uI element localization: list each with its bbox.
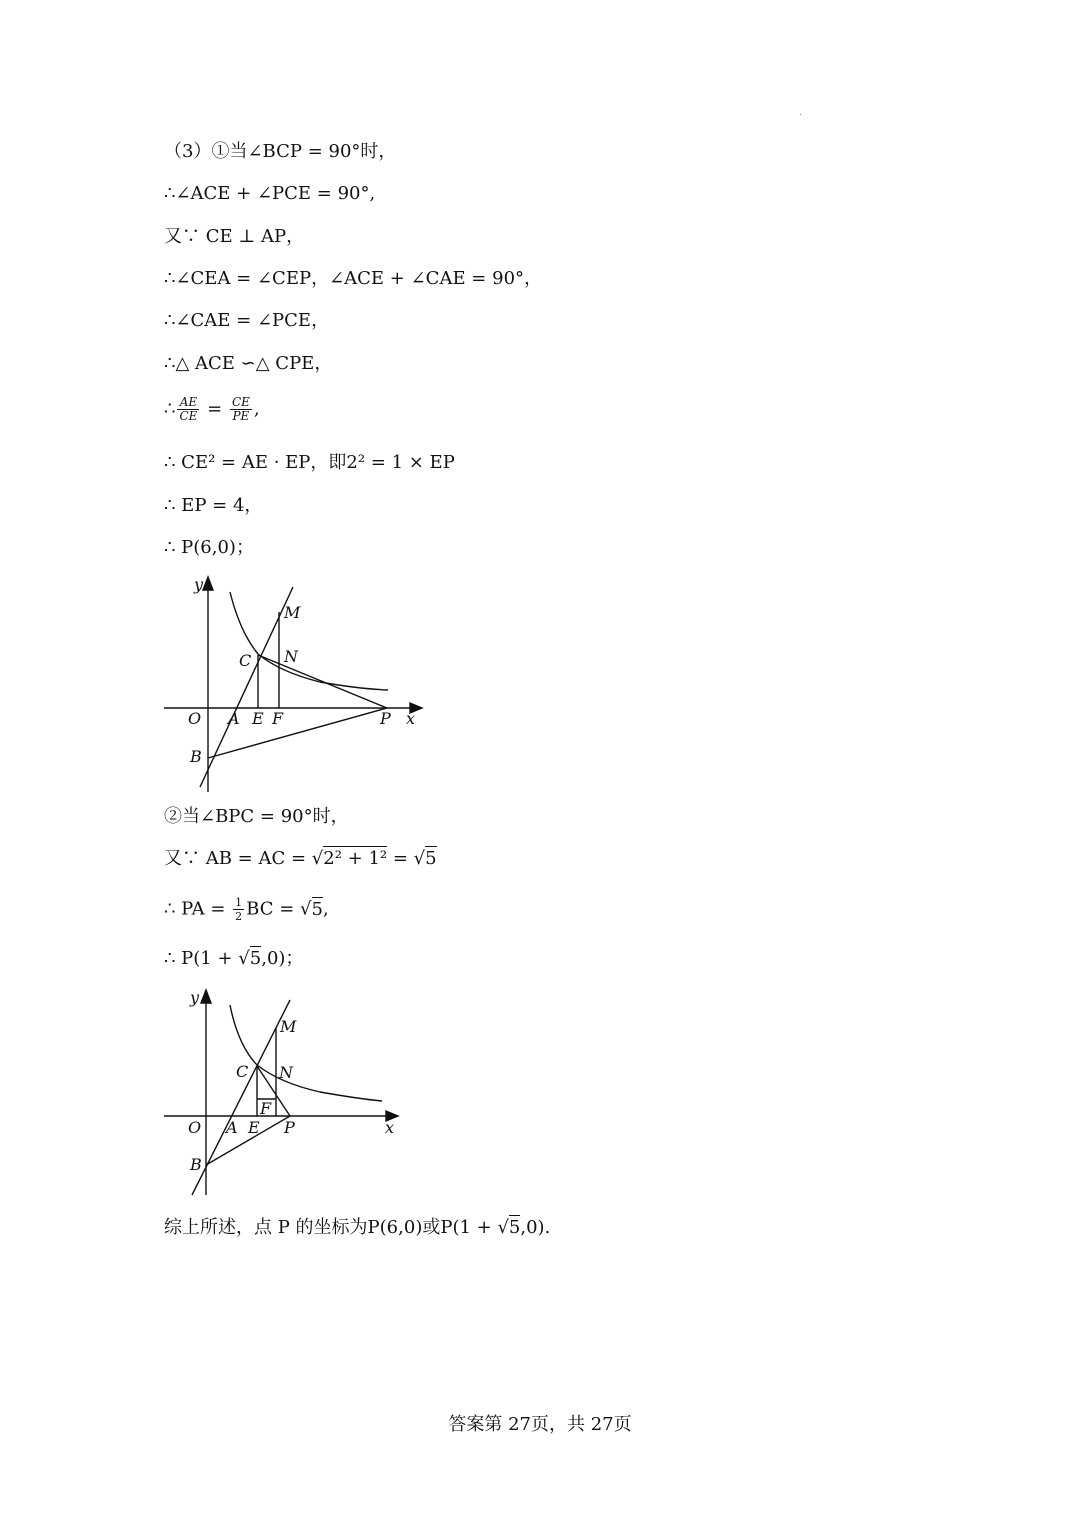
label-a: A [228, 709, 240, 728]
label-e: E [248, 1118, 260, 1137]
line-12-prefix: 又∵ AB = AC = √ [164, 848, 324, 869]
label-x: x [385, 1118, 395, 1137]
equals-sign: = [201, 398, 228, 420]
label-p: P [284, 1118, 295, 1137]
solution-line-3: 又∵ CE ⊥ AP， [164, 226, 305, 247]
fraction-denominator: PE [232, 409, 250, 423]
line-14-suffix: ,0)； [261, 948, 304, 969]
solution-line-10: ∴ P(6,0)； [164, 537, 254, 558]
label-m: M [280, 1017, 297, 1036]
solution-line-13 [164, 896, 329, 923]
label-e: E [252, 709, 264, 728]
solution-line-6: ∴△ ACE ∽△ CPE， [164, 353, 333, 374]
label-c: C [239, 651, 252, 670]
label-b: B [190, 1155, 202, 1174]
figure-1 [160, 572, 430, 801]
line-14-prefix: ∴ P(1 + √ [164, 948, 250, 969]
fraction-numerator: AE [177, 396, 199, 410]
fraction-denominator: 2 [235, 910, 243, 923]
solution-line-11: ②当∠BPC = 90°时， [164, 806, 349, 827]
figure-2-diagram [160, 985, 410, 1200]
label-f: F [260, 1099, 272, 1118]
figure-1-diagram [160, 572, 430, 797]
radicand-1: 2² + 1² [323, 848, 388, 869]
line-13-mid: BC = √ [246, 898, 312, 920]
line-7-suffix: , [253, 398, 260, 420]
label-a: A [226, 1118, 238, 1137]
fraction-denominator: CE [179, 409, 198, 423]
solution-line-12 [164, 847, 437, 871]
label-p: P [380, 709, 391, 728]
radicand: 5 [249, 948, 262, 969]
page-footer: 答案第 27页，共 27页 [448, 1414, 632, 1435]
radicand: 5 [508, 1217, 521, 1238]
line-12-mid: = √ [387, 848, 426, 869]
label-m: M [284, 603, 301, 622]
label-y: y [194, 575, 204, 594]
label-o: O [188, 709, 202, 728]
fraction-ce-pe [230, 396, 252, 423]
label-b: B [190, 747, 202, 766]
fraction-numerator: CE [231, 395, 250, 409]
solution-line-2: ∴∠ACE + ∠PCE = 90°, [164, 183, 376, 204]
fraction-numerator: 1 [235, 896, 243, 909]
radicand-2: 5 [425, 848, 437, 869]
figure-2 [160, 985, 410, 1204]
line-13-suffix: , [322, 898, 329, 920]
solution-line-8: ∴ CE² = AE · EP，即2² = 1 × EP [164, 452, 455, 473]
solution-line-1: （3）①当∠BCP = 90°时， [164, 141, 397, 162]
label-o: O [188, 1118, 202, 1137]
solution-line-4: ∴∠CEA = ∠CEP，∠ACE + ∠CAE = 90°， [164, 268, 543, 289]
solution-line-5: ∴∠CAE = ∠PCE， [164, 310, 330, 331]
conclusion-line [164, 1216, 550, 1240]
label-n: N [279, 1063, 293, 1082]
solution-line-14 [164, 947, 303, 971]
fraction-ae-ce [177, 396, 199, 423]
label-n: N [284, 647, 298, 666]
radicand: 5 [311, 898, 323, 920]
label-x: x [406, 709, 416, 728]
label-f: F [272, 709, 284, 728]
solution-line-7 [164, 396, 260, 423]
label-c: C [236, 1062, 249, 1081]
line-7-prefix: ∴ [164, 398, 176, 420]
label-y: y [190, 988, 200, 1007]
solution-line-9: ∴ EP = 4， [164, 495, 263, 516]
conclusion-prefix: 综上所述，点 P 的坐标为P(6,0)或P(1 + √ [164, 1217, 509, 1238]
fraction-one-half [233, 896, 244, 923]
conclusion-suffix: ,0). [520, 1217, 551, 1238]
line-13-prefix: ∴ PA = [164, 898, 232, 920]
page-dot [800, 114, 801, 115]
